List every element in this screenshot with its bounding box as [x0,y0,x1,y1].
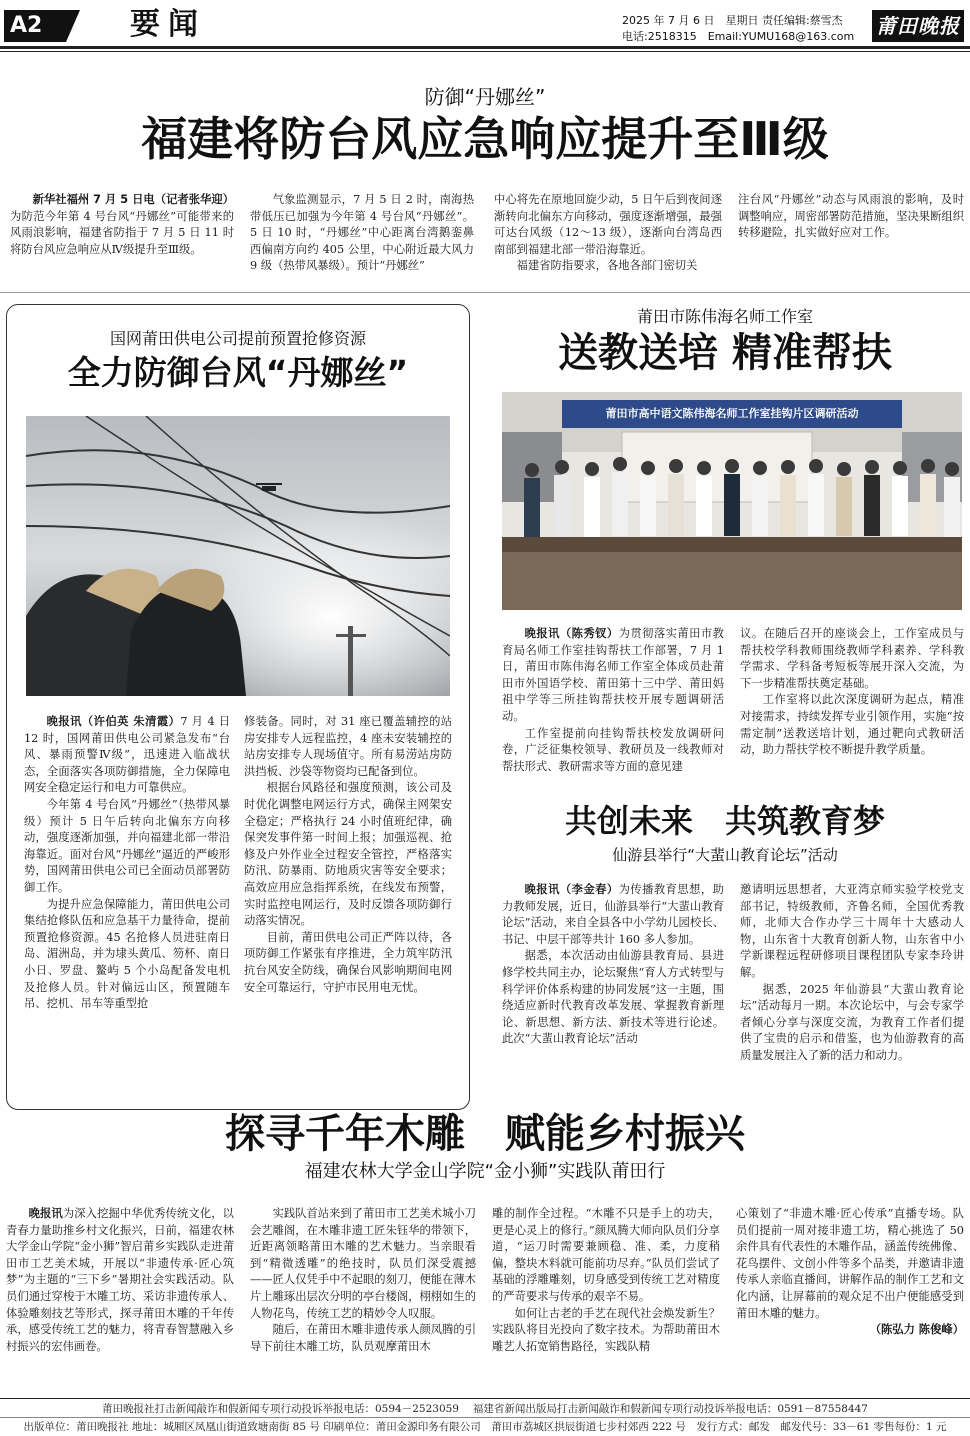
article3-photo [502,392,962,610]
article3-paragraph: 议。在随后召开的座谈会上，工作室成员与帮扶校学科教师围绕教师学科素养、学科教学需求、学科备考短板等展开深入交流，为下一步精准帮扶奠定基础。 [740,627,964,690]
article5-lead: 晚报讯 [28,1207,63,1220]
article5-paragraph: 雕的制作全过程。“木雕不只是手上的功夫，更是心灵上的修行。”颜凤腾大师向队员们分享道，“运刀时需要兼顾稳、准、柔，力度稍偏，整块木料就可能前功尽弃。”队员们尝试了基础的浮雕雕刻，切身感受到传统工艺对精度的严苛要求与传承的艰辛不易。 [492,1207,720,1303]
section-title: 要闻 [130,7,206,42]
article5-paragraph: 心策划了“非遗木雕·匠心传承”直播专场。队员们提前一周对接非遗工坊，精心挑选了 50 余件具有代表性的木雕作品，涵盖传统佛像、花鸟摆件、文创小件等多个品类，并邀请非遗传承人亲临直播间，讲解作品的制作工艺和文化内涵，让屏幕前的观众足不出户便能感受到莆田木雕的魅力。 [736,1207,964,1320]
footer-complaint-line: 莆田晚报社打击新闻敲诈和假新闻专项行动投诉举报电话：0594－2523059 福建省新闻出版局打击新闻敲诈和假新闻专项行动投诉举报电话：0591－87558447 [102,1403,868,1415]
article2-text: 7 月 4 日 12 时，国网莆田供电公司紧急发布“台风、暴雨预警Ⅳ级”，迅速进入临战状态，全面落实各项防御措施，全力保障电网安全稳定运行和电力可靠供应。 [24,715,230,795]
footer-rule-2 [0,1417,970,1418]
article4-headline: 共创未来 共筑教育梦 [564,802,885,840]
article2-kicker: 国网莆田供电公司提前预置抢修资源 [109,329,366,348]
article1-paragraph: 中心将先在原地回旋少动，5 日午后到夜间逐渐转向北偏东方向移动，强度逐渐增强，最强可达台风级（12～13 级），逐渐向台湾岛西南部到福建北部一带沿海靠近。 [494,193,722,256]
article2-paragraph: 今年第 4 号台风“丹娜丝”（热带风暴级）预计 5 日午后转向北偏东方向移动，强度逐渐加强，并向福建北部一带沿海靠近。面对台风“丹娜丝”逼近的严峻形势，国网莆田供电公司已全面动员部署防御工作。 [24,797,230,894]
linemen-drone-photo [26,416,450,696]
article3-col1 [502,626,724,775]
article5-headline: 探寻千年木雕 赋能乡村振兴 [225,1111,745,1157]
article4-col1 [502,882,724,1048]
article4-paragraph: 邀请明远思想者，大亚湾京师实验学校党支部书记，特级教师，齐鲁名师，全国优秀教师，北师大合作办学三十周年十大感动人物，山东省十大教育创新人物，山东省中小学新课程远程研修项目课程团队专家李玲讲解。 [740,883,964,979]
article5-col3 [492,1206,720,1355]
article4-col2 [740,882,964,1065]
article2-paragraph: 修装备。同时，对 31 座已覆盖辅控的站房安排专人远程监控，4 座未安装辅控的站房安排专人现场值守。所有易涝站房防洪挡板、沙袋等物资均已配备到位。 [244,715,452,778]
footer-rule [0,1398,970,1399]
article5-col1 [6,1206,234,1355]
article5-subhead: 福建农林大学金山学院“金小狮”实践队莆田行 [304,1161,666,1182]
article1-kicker: 防御“丹娜丝” [424,85,546,109]
article2-lead: 晚报讯（许伯英 朱清霞） [46,715,181,728]
article3-lead: 晚报讯（陈秀钗） [524,627,619,640]
footer-publisher-line: 出版单位：莆田晚报社 地址：城厢区凤凰山街道致塘南街 85 号 印刷单位：莆田金源印务有限公司 莆田市荔城区拱辰街道七步村郊西 222 号 发行方式：邮发 邮发代号：33－61 零售每份：1 元 [23,1421,947,1433]
article2-paragraph: 根据台风路径和强度预测，该公司及时优化调整电网运行方式，确保主网架安全稳定；严格执行 24 小时值班纪律，确保突发事件第一时间上报；加强巡视、抢修及户外作业全过程安全管控，严格落实防汛、防暴雨、防地质灾害等安全要求；高效应用应急指挥系统，在线发布预警，实时监控电网运行，及时反馈各项防御行动落实情况。 [244,781,452,928]
article2-photo [26,416,450,696]
article1-col4 [738,192,964,242]
article1-lead: 新华社福州 7 月 5 日电（记者张华迎） [32,193,234,206]
article1-col2 [250,192,474,275]
article1-paragraph: 气象监测显示，7 月 5 日 2 时，南海热带低压已加强为今年第 4 号台风“丹娜丝”。5 日 10 时，“丹娜丝”中心距离台湾鹅銮鼻西偏南方向约 405 公里，中心附近最大风力 9 级（热带风暴级）。预计“丹娜丝” [250,193,474,273]
article5-paragraph: 实践队首站来到了莆田市工艺美术城小刀会艺雕阁，在木雕非遗工匠朱钰华的带领下，近距离领略莆田木雕的艺术魅力。当亲眼看到“精微透雕”的绝技时，队员们深受震撼——匠人仅凭手中不起眼的刻刀，便能在薄木片上雕琢出层次分明的亭台楼阁，栩栩如生的人物花鸟，传统工艺的精妙令人叹服。 [250,1207,476,1320]
article1-headline: 福建将防台风应急响应提升至Ⅲ级 [141,112,829,166]
article5-paragraph: 如何让古老的手艺在现代社会焕发新生？实践队将目光投向了数字技术。为帮助莆田木雕艺人拓宽销售路径，实践队精 [492,1306,720,1353]
article5-text: 为深入挖掘中华优秀传统文化，以青春力量助推乡村文化振兴，日前，福建农林大学金山学院“金小狮”智启莆乡实践队走进莆田市工艺美术城，开展以“非遗传承·匠心筑梦”为主题的“三下乡”暑期社会实践活动。队员们通过穿梭于木雕工坊、采访非遗传承人、体验雕刻技艺等形式，探寻莆田木雕的千年传承，感受传统工艺的魅力，将青春智慧融入乡村振兴的宏伟画卷。 [6,1207,234,1353]
masthead-logo [872,10,964,42]
article1-text: 为防范今年第 4 号台风“丹娜丝”可能带来的风雨浪影响，福建省防指于 7 月 5 日 11 时将防台风应急响应从Ⅳ级提升至Ⅲ级。 [10,209,234,256]
group-photo-banner: 莆田市高中语文陈伟海名师工作室挂钩片区调研活动 [605,407,859,420]
article4-subhead: 仙游县举行“大蜚山教育论坛”活动 [612,846,838,864]
divider [0,292,970,293]
article2-paragraph: 为提升应急保障能力，莆田供电公司集结抢修队伍和应急基干力量待命，提前预置抢修资源。45 名抢修人员进驻南日岛、湄洲岛，并为埭头黄瓜、笏杯、南日小日、罗盘、鳌屿 5 个小岛配备发电机及抢修人员。针对偏远山区，预置随车吊、挖机、吊车等重型抢 [24,897,230,1011]
article4-paragraph: 据悉，本次活动由仙游县教育局、县进修学校共同主办，论坛聚焦“育人方式转型与科学评价体系构建的协同发展”这一主题，围绕适应新时代教育改革发展、掌握教育新理论、新思想、新方法、新技术等进行论述。此次“大蜚山教育论坛”活动 [502,949,724,1046]
article3-paragraph: 工作室提前向挂钩帮扶校发放调研问卷，广泛征集校领导、教研员及一线教师对帮扶形式、教研需求等方面的意见建 [502,726,724,773]
masthead-text: 莆田晚报 [876,14,960,38]
page-number-tag [4,10,66,42]
article4-lead: 晚报讯（李金春） [524,883,619,896]
article2-col1 [24,714,230,1013]
article2-col2 [244,714,452,996]
article2-paragraph: 目前，莆田供电公司正严阵以待，各项防御工作紧张有序推进，全力筑牢防汛抗台风安全防线，确保台风影响期间电网安全可靠运行，守护市民用电无忧。 [244,930,452,994]
article1-col1 [10,192,234,258]
article3-headline: 送教送培 精准帮扶 [558,330,892,376]
header-rule [0,46,970,49]
article1-paragraph: 福建省防指要求，各地各部门密切关 [516,259,698,273]
article3-paragraph: 工作室将以此次深度调研为起点，精准对接需求，持续发挥专业引领作用，实施“按需定制”送教送培计划，通过靶向式教研活动，助力帮扶学校不断提升教学质量。 [740,693,964,757]
date-editor-line: 2025 年 7 月 6 日 星期日 责任编辑:蔡雪杰 [622,14,843,27]
article2-headline: 全力防御台风“丹娜丝” [67,353,409,392]
header-rule-thin [0,51,970,52]
article3-kicker: 莆田市陈伟海名师工作室 [636,307,813,326]
article3-col2 [740,626,964,759]
page-number: A2 [10,13,43,38]
article5-byline: （陈弘力 陈俊峰） [869,1323,964,1337]
article5-col2 [250,1206,476,1355]
article1-col3 [494,192,722,275]
contact-line: 电话:2518315 Email:YUMU168@163.com [622,30,855,43]
article5-col4 [736,1206,964,1339]
article4-paragraph: 据悉，2025 年仙游县“大蜚山教育论坛”活动每月一期。本次论坛中，与会专家学者倾心分享与深度交流，为教育工作者们提供了宝贵的启示和借鉴，也为仙游教育的高质量发展注入了新的活力和动力。 [740,982,964,1062]
article3-text: 为贯彻落实莆田市教育局名师工作室挂钩帮扶工作部署，7 月 1 日，莆田市陈伟海名师工作室全体成员赴莆田市外国语学校、莆田第十三中学、莆田妈祖中学等三所挂钩帮扶校开展专题调研活动。 [502,627,724,723]
article5-paragraph: 随后，在莆田木雕非遗传承人颜凤腾的引导下前往木雕工坊，队员观摩莆田木 [250,1323,476,1353]
article1-paragraph: 注台风“丹娜丝”动态与风雨浪的影响，及时调整响应，周密部署防范措施，坚决果断组织转移避险，扎实做好应对工作。 [738,193,964,240]
article4-text: 为传播教育思想，助力教师发展，近日，仙游县举行“大蜚山教育论坛”活动，来自全县各中小学幼儿园校长、书记、中层干部等共计 160 多人参加。 [502,883,724,946]
